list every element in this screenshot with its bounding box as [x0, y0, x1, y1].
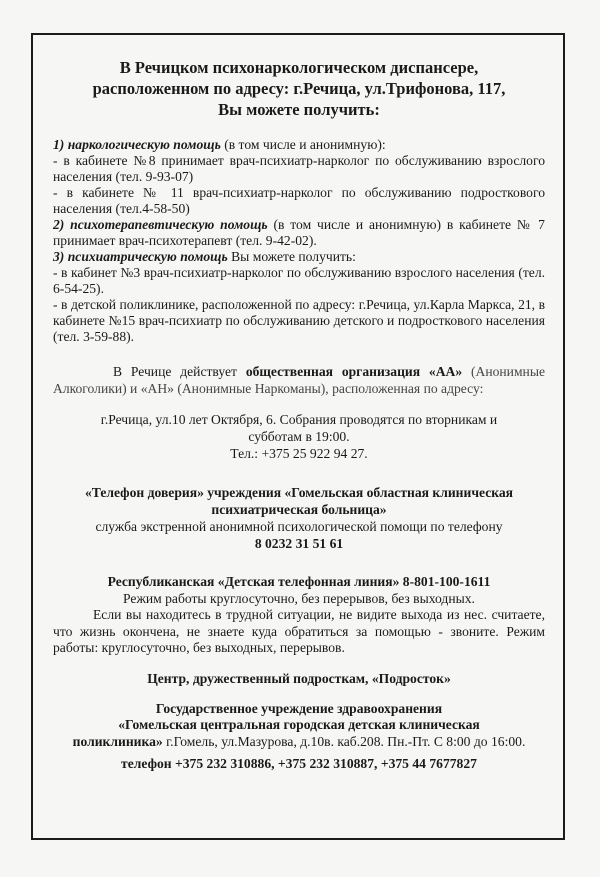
aa-intro: В Речице действует	[113, 364, 246, 379]
aa-section	[53, 363, 545, 397]
heading-line-3: Вы можете получить:	[218, 100, 380, 119]
service-2	[53, 217, 545, 249]
aa-address-line-2: субботам в 19:00.	[248, 429, 350, 444]
heading-line-2: расположенном по адресу: г.Речица, ул.Трифонова, 117,	[92, 79, 506, 98]
clinic-address: г.Гомель, ул.Мазурова, д.10в. каб.208. Пн.-Пт. С 8:00 до 16:00.	[162, 733, 526, 749]
trust-title-line-1: «Телефон доверия» учреждения «Гомельская областная клиническая	[84, 485, 514, 500]
bordered-notice	[31, 33, 565, 840]
aa-phone: Тел.: +375 25 922 94 27.	[230, 446, 368, 461]
heading-line-1: В Речицком психонаркологическом диспансере,	[119, 58, 479, 77]
aa-org-name: общественная организация «АА»	[245, 364, 463, 379]
clinic-section	[53, 701, 545, 773]
trust-phone-number: 8 0232 31 51 61	[254, 536, 344, 551]
service-1-item-a: - в кабинете №8 принимает врач-психиатр-нарколог по обслуживанию взрослого населения (тел. 9-93-07)	[53, 153, 545, 184]
clinic-line-1: Государственное учреждение здравоохранения	[155, 700, 443, 716]
child-line-hours: Режим работы круглосуточно, без перерывов, без выходных.	[123, 590, 475, 606]
service-1-note: (в том числе и анонимную):	[220, 137, 386, 152]
service-1-header	[53, 137, 545, 153]
service-1-title: 1) наркологическую помощь	[53, 137, 221, 152]
service-3-item-a: - в кабинет №3 врач-психиатр-нарколог по обслуживанию взрослого населения (тел. 6-54-25).	[53, 265, 545, 296]
trust-title-line-2: психиатрическая больница»	[211, 502, 387, 517]
service-3-header	[53, 249, 545, 265]
child-line-text: Если вы находитесь в трудной ситуации, не видите выхода из нес. считаете, что жизнь окончена, не знаете куда обратиться за помощью - звоните. Режим работы: круглосуточно, без выходных, перерывов.	[53, 607, 545, 655]
clinic-line-2: «Гомельская центральная городская детская клиническая	[118, 717, 480, 732]
teen-center-title: Центр, дружественный подросткам, «Подросток»	[147, 670, 451, 686]
service-3-note: Вы можете получить:	[227, 249, 356, 264]
child-line-title: Республиканская «Детская телефонная линия» 8-801-100-1611	[107, 574, 491, 589]
aa-description: (Анонимные Алкоголики) и «АН» (Анонимные Наркоманы), расположенная по адресу:	[53, 364, 545, 396]
notice-heading	[53, 57, 545, 120]
aa-address	[53, 411, 545, 462]
clinic-name-end: поликлиника»	[72, 733, 163, 749]
service-2-text: (в том числе и анонимную) в кабинете № 7 принимает врач-психотерапевт (тел. 9-42-02).	[53, 217, 545, 248]
trust-phone-section	[53, 484, 545, 552]
trust-description: служба экстренной анонимной психологической помощи по телефону	[95, 519, 503, 534]
aa-address-line-1: г.Речица, ул.10 лет Октября, 6. Собрания проводятся по вторникам и	[100, 412, 498, 427]
service-2-title: 2) психотерапевтическую помощь	[53, 217, 268, 232]
service-3-item-b: - в детской поликлинике, расположенной по адресу: г.Речица, ул.Карла Маркса, 21, в кабинете №15 врач-психиатр по обслуживанию детского и подросткового населения (тел. 3-59-88).	[53, 297, 545, 344]
child-line-section	[53, 574, 545, 657]
clinic-line-3	[53, 734, 545, 751]
services-section	[53, 137, 545, 345]
service-3-title: 3) психиатрическую помощь	[53, 249, 228, 264]
clinic-phones: телефон +375 232 310886, +375 232 310887, +375 44 7677827	[121, 756, 477, 771]
service-1-item-b: - в кабинете № 11 врач-психиатр-нарколог по обслуживанию подросткового населения (тел.4-58-50)	[53, 185, 545, 216]
